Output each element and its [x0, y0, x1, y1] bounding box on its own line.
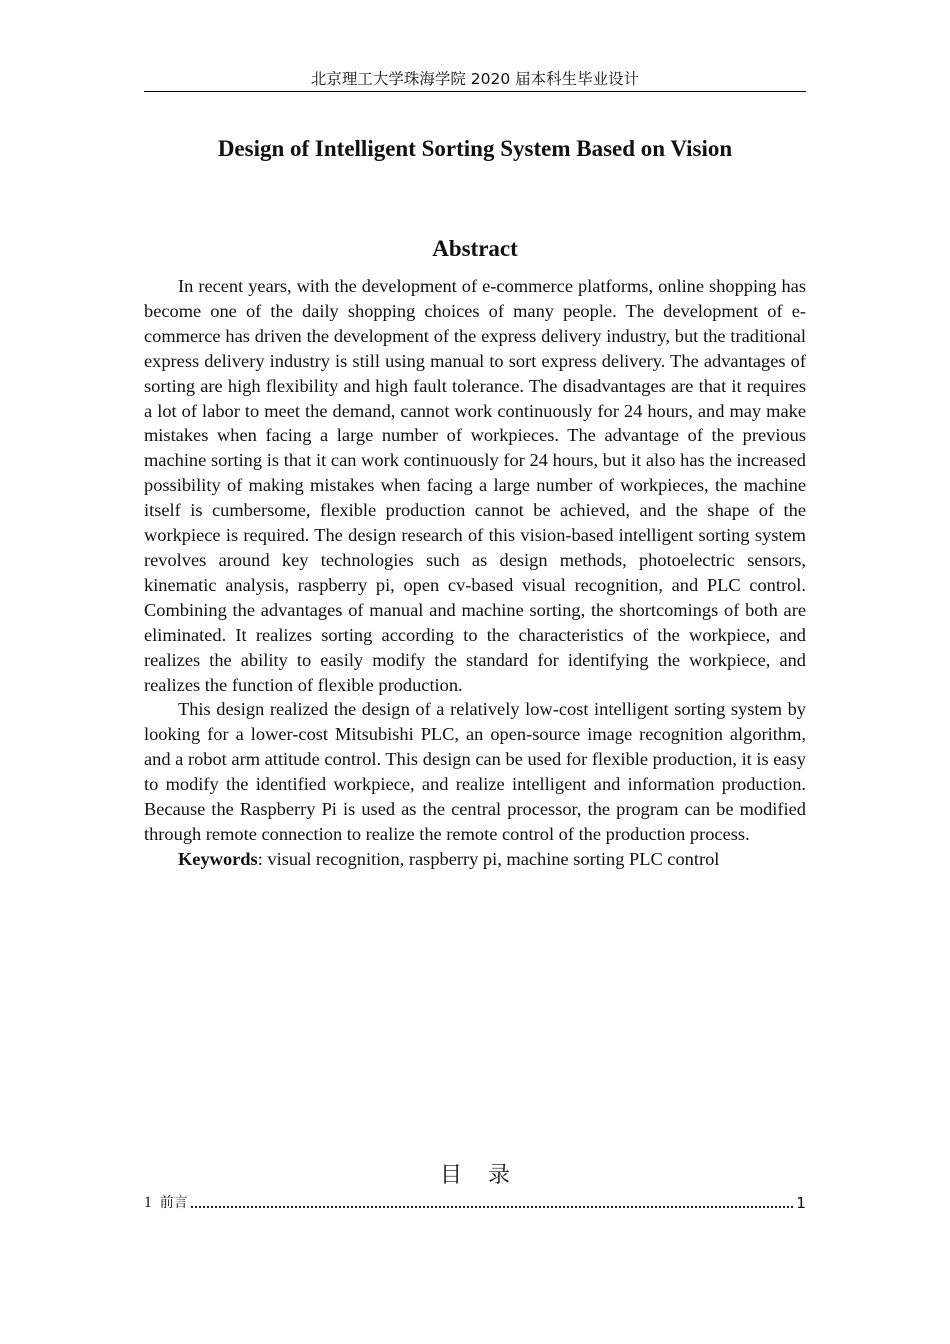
toc-entry[interactable] — [144, 1192, 806, 1214]
page-header — [144, 68, 806, 92]
abstract-paragraph-2: This design realized the design of a relatively low-cost intelligent sorting system by looking for a lower-cost Mitsubishi PLC, an open-source image recognition algorithm, and a robot arm attitude control. This design can be used for flexible production, it is easy to modify the identified workpiece, and realize intelligent and information production. Because the Raspberry Pi is used as the central processor, the program can be modified through remote connection to realize the remote control of the production process. — [144, 699, 806, 844]
keywords-label: Keywords — [178, 848, 258, 869]
keywords-value: : visual recognition, raspberry pi, machine sorting PLC control — [257, 848, 720, 869]
paper-title: Design of Intelligent Sorting System Based on Vision — [217, 136, 733, 161]
toc-entry-title: 前言 — [159, 1195, 188, 1211]
toc-dot-leader — [191, 1206, 793, 1208]
abstract-heading: Abstract — [432, 236, 518, 261]
toc-entry-page: 1 — [796, 1194, 806, 1212]
abstract-body — [144, 274, 806, 872]
abstract-paragraph-1: In recent years, with the development of e-commerce platforms, online shopping has become one of the daily shopping choices of many people. The development of e-commerce has driven the development of the express delivery industry, but the traditional express delivery industry is still using manual to sort express delivery. The advantages of sorting are high flexibility and high fault tolerance. The disadvantages are that it requires a lot of labor to meet the demand, cannot work continuously for 24 hours, and may make mistakes when facing a large number of workpieces. The advantage of the previous machine sorting is that it can work continuously for 24 hours, but it also has the increased possibility of making mistakes when facing a large number of workpieces, the machine itself is cumbersome, flexible production cannot be achieved, and the shape of the workpiece is required. The design research of this vision-based intelligent sorting system revolves around key technologies such as design methods, photoelectric sensors, kinematic analysis, raspberry pi, open cv-based visual recognition, and PLC control. Combining the advantages of manual and machine sorting, the shortcomings of both are eliminated. It realizes sorting according to the characteristics of the workpiece, and realizes the ability to easily modify the standard for identifying the workpiece, and realizes the function of flexible production. — [144, 276, 806, 695]
keywords-line — [144, 847, 806, 872]
toc-heading: 目录 — [439, 1163, 536, 1188]
toc-entry-number: 1 — [144, 1194, 152, 1211]
header-text: 北京理工大学珠海学院 2020 届本科生毕业设计 — [310, 70, 640, 88]
